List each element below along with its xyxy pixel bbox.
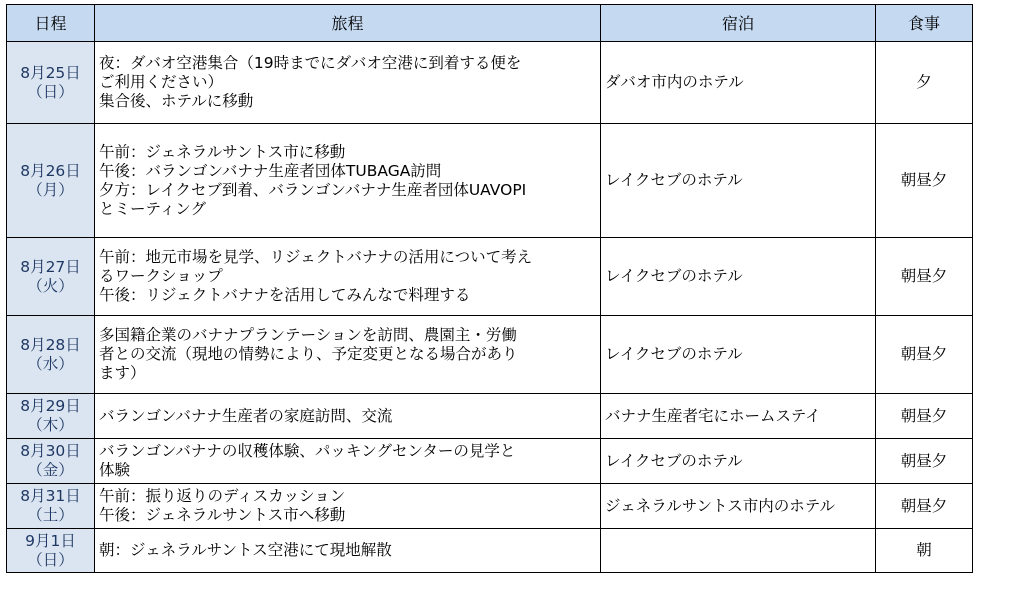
- itinerary-cell: 午前：ジェネラルサントス市に移動 午後：バランゴンバナナ生産者団体TUBAGA訪問 夕方：レイクセブ到着、バランゴンバナナ生産者団体UAVOPI とミーティング: [95, 124, 601, 238]
- meal-cell: 朝: [876, 529, 973, 573]
- table-row: [7, 316, 973, 394]
- date-text: 8月30日: [20, 442, 81, 460]
- meal-cell: 朝昼夕: [876, 124, 973, 238]
- stay-cell: レイクセブのホテル: [601, 124, 876, 238]
- date-cell: [7, 124, 95, 238]
- table-row: [7, 439, 973, 484]
- date-cell: [7, 484, 95, 529]
- date-cell: [7, 394, 95, 439]
- date-text: 8月26日: [20, 161, 81, 180]
- weekday-text: （日）: [27, 550, 74, 569]
- table-row: [7, 529, 973, 573]
- date-cell: [7, 439, 95, 484]
- date-text: 9月1日: [25, 531, 76, 550]
- weekday-text: （金）: [27, 461, 74, 479]
- header-itinerary: 旅程: [95, 5, 601, 42]
- itinerary-table: [6, 4, 973, 573]
- weekday-text: （月）: [27, 180, 74, 199]
- date-text: 8月28日: [20, 335, 81, 354]
- date-cell: [7, 42, 95, 124]
- weekday-text: （日）: [27, 82, 74, 101]
- meal-cell: 夕: [876, 42, 973, 124]
- weekday-text: （水）: [27, 354, 74, 373]
- stay-cell: レイクセブのホテル: [601, 238, 876, 316]
- weekday-text: （土）: [27, 506, 74, 524]
- table-row: [7, 42, 973, 124]
- header-stay: 宿泊: [601, 5, 876, 42]
- weekday-text: （火）: [27, 276, 74, 295]
- stay-cell: レイクセブのホテル: [601, 439, 876, 484]
- date-cell: [7, 529, 95, 573]
- meal-cell: 朝昼夕: [876, 238, 973, 316]
- stay-cell: ダバオ市内のホテル: [601, 42, 876, 124]
- header-meal: 食事: [876, 5, 973, 42]
- itinerary-cell: バランゴンバナナ生産者の家庭訪問、交流: [95, 394, 601, 439]
- table-row: [7, 124, 973, 238]
- table-row: [7, 394, 973, 439]
- date-text: 8月31日: [20, 487, 81, 505]
- itinerary-cell: 夜：ダバオ空港集合（19時までにダバオ空港に到着する便を ご利用ください） 集合後、ホテルに移動: [95, 42, 601, 124]
- itinerary-cell: 朝：ジェネラルサントス空港にて現地解散: [95, 529, 601, 573]
- stay-cell: ジェネラルサントス市内のホテル: [601, 484, 876, 529]
- table-row: [7, 484, 973, 529]
- stay-cell: レイクセブのホテル: [601, 316, 876, 394]
- itinerary-cell: 多国籍企業のバナナプランテーションを訪問、農園主・労働 者との交流（現地の情勢により、予定変更となる場合があり ます）: [95, 316, 601, 394]
- date-text: 8月27日: [20, 257, 81, 276]
- meal-cell: 朝昼夕: [876, 394, 973, 439]
- stay-cell: [601, 529, 876, 573]
- header-date: 日程: [7, 5, 95, 42]
- header-row: [7, 5, 973, 42]
- weekday-text: （木）: [27, 416, 74, 434]
- meal-cell: 朝昼夕: [876, 484, 973, 529]
- itinerary-cell: 午前：地元市場を見学、リジェクトバナナの活用について考え るワークショップ 午後：リジェクトバナナを活用してみんなで料理する: [95, 238, 601, 316]
- meal-cell: 朝昼夕: [876, 316, 973, 394]
- itinerary-cell: バランゴンバナナの収穫体験、パッキングセンターの見学と 体験: [95, 439, 601, 484]
- date-text: 8月29日: [20, 397, 81, 415]
- stay-cell: バナナ生産者宅にホームステイ: [601, 394, 876, 439]
- table-row: [7, 238, 973, 316]
- date-text: 8月25日: [20, 63, 81, 82]
- date-cell: [7, 238, 95, 316]
- date-cell: [7, 316, 95, 394]
- meal-cell: 朝昼夕: [876, 439, 973, 484]
- itinerary-cell: 午前：振り返りのディスカッション 午後：ジェネラルサントス市へ移動: [95, 484, 601, 529]
